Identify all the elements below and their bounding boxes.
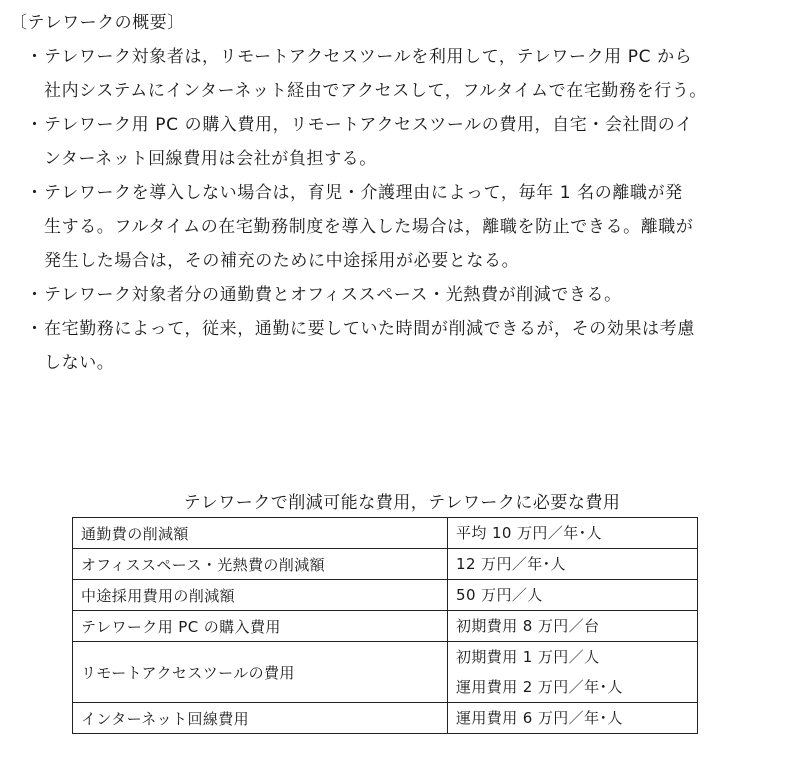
bullet-item [24,108,794,176]
cost-value: 初期費用 1 万円／人 [456,648,600,666]
table-row [73,580,698,611]
table-row [73,611,698,642]
cost-value-cell [448,580,698,611]
cost-table [72,517,698,734]
bullet-line: 生する。フルタイムの在宅勤務制度を導入した場合は，離職を防止できる。離職が [44,217,694,237]
cost-value-cell [448,611,698,642]
bullet-mark: ・ [26,115,44,135]
bullet-line: テレワーク用 PC の購入費用，リモートアクセスツールの費用，自宅・会社間のイ [44,115,693,135]
cost-item-cell: インターネット回線費用 [73,703,448,734]
bullet-line: テレワーク対象者分の通勤費とオフィススペース・光熱費が削減できる。 [44,285,622,305]
cost-item-cell: テレワーク用 PC の購入費用 [73,611,448,642]
bullet-line: テレワークを導入しない場合は，育児・介護理由によって，毎年 1 名の離職が発 [44,183,683,203]
bullet-mark: ・ [26,183,44,203]
bullet-line: 発生した場合は，その補充のために中途採用が必要となる。 [44,251,520,271]
cost-value-cell [448,703,698,734]
cost-value: 平均 10 万円／年･人 [456,524,602,542]
bullet-mark: ・ [26,285,44,305]
bullet-mark: ・ [26,319,44,339]
section-heading: 〔テレワークの概要〕 [10,13,185,33]
bullet-item [24,278,794,312]
cost-item-cell: リモートアクセスツールの費用 [73,642,448,703]
bullet-item [24,312,794,380]
bullet-item [24,40,794,108]
bullet-line: ンターネット回線費用は会社が負担する。 [44,149,377,169]
cost-value-cell [448,518,698,549]
cost-value: 運用費用 2 万円／年･人 [456,678,623,696]
table-row [73,518,698,549]
table-row [73,703,698,734]
cost-value: 50 万円／人 [456,586,543,604]
bullet-line: 在宅勤務によって，従来，通勤に要していた時間が削減できるが，その効果は考慮 [44,319,695,339]
bullet-list [24,40,794,380]
bullet-mark: ・ [26,47,44,67]
bullet-line: テレワーク対象者は，リモートアクセスツールを利用して，テレワーク用 PC から [44,47,693,67]
table-title: テレワークで削減可能な費用，テレワークに必要な費用 [183,493,621,513]
table-row [73,549,698,580]
cost-item-cell: オフィススペース・光熱費の削減額 [73,549,448,580]
bullet-line: 社内システムにインターネット経由でアクセスして，フルタイムで在宅勤務を行う。 [44,81,708,101]
table-row [73,642,698,703]
cost-value: 運用費用 6 万円／年･人 [456,709,623,727]
cost-value-cell [448,549,698,580]
bullet-item [24,176,794,278]
cost-value: 12 万円／年･人 [456,555,566,573]
cost-value: 初期費用 8 万円／台 [456,617,600,635]
cost-item-cell: 通勤費の削減額 [73,518,448,549]
cost-value-cell [448,642,698,703]
cost-item-cell: 中途採用費用の削減額 [73,580,448,611]
bullet-line: しない。 [44,353,115,373]
